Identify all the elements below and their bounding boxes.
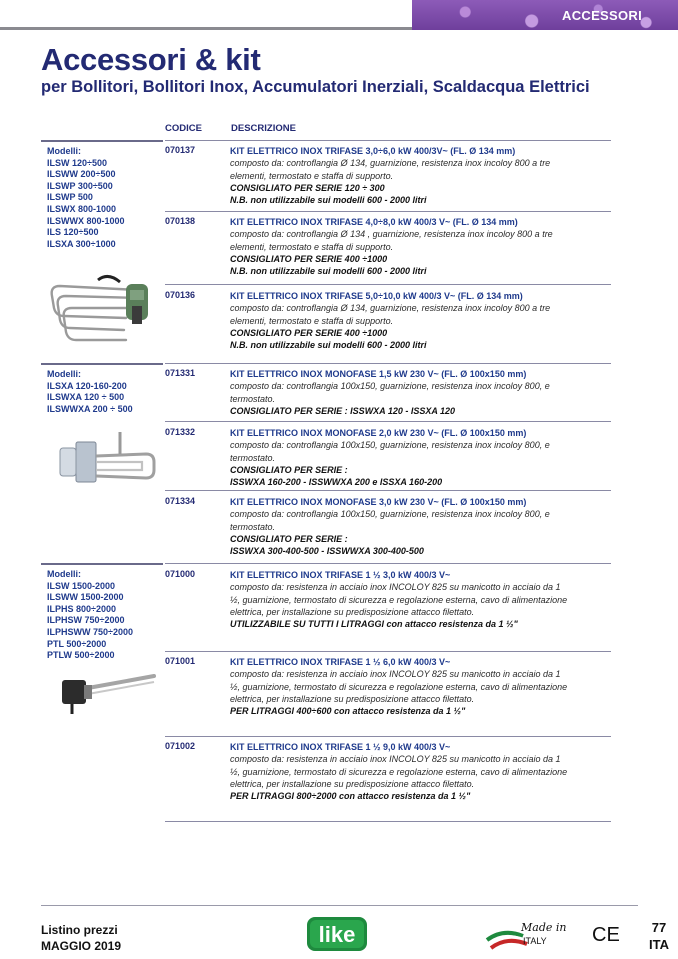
product-body: composto da: controflangia Ø 134, guarnizione, resistenza inox incoloy 800 a tre elementi, termostato e staffa di supporto. [230, 158, 551, 181]
group-divider [41, 140, 163, 142]
product-title: KIT ELETTRICO INOX TRIFASE 1 ½ 3,0 kW 400/3 V~ [230, 570, 451, 580]
models-list [47, 369, 133, 415]
product-note: CONSIGLIATO PER SERIE 120 ÷ 300 [230, 182, 385, 193]
product-note: CONSIGLIATO PER SERIE : ISSWXA 120 - ISSXA 120 [230, 405, 456, 416]
model-item: ILSWXA 120 ÷ 500 [47, 392, 125, 403]
italy-text: ITALY [523, 936, 547, 946]
product-note: N.B. non utilizzabile sui modelli 600 - 2000 litri [230, 266, 427, 277]
product-code: 071332 [165, 427, 196, 437]
product-description [230, 656, 570, 717]
product-description [230, 145, 570, 206]
row-divider [165, 490, 611, 491]
product-description [230, 216, 570, 277]
product-body: composto da: controflangia 100x150, guarnizione, resistenza inox incoloy 800, e termostato. [230, 381, 550, 404]
section-tab [412, 0, 678, 30]
price-list-title: Listino prezzi [41, 923, 118, 937]
product-body: composto da: controflangia 100x150, guarnizione, resistenza inox incoloy 800, e termostato. [230, 440, 550, 463]
product-body: composto da: controflangia Ø 134 , guarnizione, resistenza inox incoloy 800 a tre elementi, termostato e staffa di supporto. [230, 229, 553, 252]
model-item: ILS 120÷500 [47, 227, 99, 238]
top-band [0, 0, 678, 30]
model-item: ILPHSW 750÷2000 [47, 615, 125, 626]
model-item: ILSWP 500 [47, 192, 93, 203]
models-label: Modelli: [47, 569, 81, 579]
threaded-heater-photo [48, 666, 160, 716]
model-item: ILSW 1500-2000 [47, 580, 116, 591]
product-body: composto da: controflangia Ø 134, guarnizione, resistenza inox incoloy 800 a tre elementi, termostato e staffa di supporto. [230, 303, 551, 326]
product-note: PER LITRAGGI 800÷2000 con attacco resistenza da 1 ½" [230, 791, 471, 802]
product-code: 071002 [165, 741, 196, 751]
section-tab-label: ACCESSORI [562, 8, 642, 23]
group-divider [41, 363, 163, 365]
row-divider [165, 211, 611, 212]
product-note: N.B. non utilizzabile sui modelli 600 - 2000 litri [230, 195, 427, 206]
model-item: ILSWWX 800-1000 [47, 215, 125, 226]
product-note: UTILIZZABILE SU TUTTI I LITRAGGI con attacco resistenza da 1 ½" [230, 619, 518, 630]
product-body: composto da: controflangia 100x150, guarnizione, resistenza inox incoloy 800, e termostato. [230, 509, 550, 532]
product-body: composto da: resistenza in acciaio inox INCOLOY 825 su manicotto in acciaio da 1 ½, guarnizione, termostato di sicurezza e regolazione esterna, cavo di alimentazione elettrica, per installazione su predisposizione attacco filettato. [230, 582, 568, 617]
product-note: N.B. non utilizzabile sui modelli 600 - 2000 litri [230, 340, 427, 351]
row-divider [165, 563, 611, 564]
header-divider [165, 140, 611, 141]
model-item: ILPHS 800÷2000 [47, 603, 116, 614]
like-logo [305, 915, 369, 955]
row-divider [165, 363, 611, 364]
model-item: ILSXA 300÷1000 [47, 238, 116, 249]
product-code: 070138 [165, 216, 196, 226]
price-list-date: MAGGIO 2019 [41, 939, 122, 953]
product-code: 071334 [165, 496, 196, 506]
page-title: Accessori & kit [41, 42, 261, 77]
model-item: PTL 500÷2000 [47, 638, 107, 649]
column-header-description: DESCRIZIONE [231, 123, 296, 134]
page-number-block [649, 919, 669, 953]
row-divider [165, 736, 611, 737]
product-title: KIT ELETTRICO INOX TRIFASE 3,0÷6,0 kW 400/3V~ (FL. Ø 134 mm) [230, 146, 516, 156]
product-note: PER LITRAGGI 400÷600 con attacco resistenza da 1 ½" [230, 706, 466, 717]
row-divider [165, 821, 611, 822]
model-item: ILSXA 120-160-200 [47, 380, 127, 391]
model-item: PTLW 500÷2000 [47, 650, 115, 661]
monofase-heater-photo [50, 424, 158, 492]
product-note: CONSIGLIATO PER SERIE : [230, 464, 348, 475]
models-list [47, 146, 125, 250]
product-note: CONSIGLIATO PER SERIE 400 ÷1000 [230, 327, 388, 338]
product-title: KIT ELETTRICO INOX TRIFASE 1 ½ 9,0 kW 400/3 V~ [230, 742, 451, 752]
footer-divider [41, 905, 638, 906]
page-number: 77 [651, 920, 667, 935]
product-code: 071000 [165, 569, 196, 579]
product-note: ISSWXA 300-400-500 - ISSWWXA 300-400-500 [230, 546, 424, 557]
product-description [230, 368, 570, 417]
models-label: Modelli: [47, 146, 81, 156]
price-list-label [41, 922, 121, 954]
models-label: Modelli: [47, 369, 81, 379]
product-code: 070137 [165, 145, 196, 155]
page-subtitle: per Bollitori, Bollitori Inox, Accumulatori Inerziali, Scaldacqua Elettrici [41, 78, 590, 96]
product-title: KIT ELETTRICO INOX TRIFASE 4,0÷8,0 kW 400/3 V~ (FL. Ø 134 mm) [230, 217, 518, 227]
group-divider [41, 563, 163, 565]
ce-mark: CE [592, 924, 620, 946]
row-divider [165, 284, 611, 285]
product-description [230, 569, 570, 630]
top-band-line [0, 27, 412, 30]
column-header-code: CODICE [165, 123, 202, 134]
product-description [230, 741, 570, 802]
row-divider [165, 421, 611, 422]
model-item: ILSWX 800-1000 [47, 203, 117, 214]
product-note: CONSIGLIATO PER SERIE 400 ÷1000 [230, 253, 388, 264]
like-logo-text: like [318, 922, 356, 947]
product-code: 071001 [165, 656, 196, 666]
model-item: ILPHSWW 750÷2000 [47, 626, 133, 637]
model-item: ILSWWXA 200 ÷ 500 [47, 403, 133, 414]
product-note: CONSIGLIATO PER SERIE : [230, 533, 348, 544]
product-description [230, 290, 570, 351]
models-list [47, 569, 133, 662]
model-item: ILSW 120÷500 [47, 157, 107, 168]
product-body: composto da: resistenza in acciaio inox INCOLOY 825 su manicotto in acciaio da 1 ½, guarnizione, termostato di sicurezza e regolazione esterna, cavo di alimentazione elettrica, per installazione su predisposizione attacco filettato. [230, 669, 568, 704]
product-title: KIT ELETTRICO INOX MONOFASE 1,5 kW 230 V~ (FL. Ø 100x150 mm) [230, 369, 527, 379]
product-title: KIT ELETTRICO INOX TRIFASE 1 ½ 6,0 kW 400/3 V~ [230, 657, 451, 667]
model-item: ILSWW 200÷500 [47, 169, 116, 180]
product-title: KIT ELETTRICO INOX MONOFASE 2,0 kW 230 V~ (FL. Ø 100x150 mm) [230, 428, 527, 438]
product-body: composto da: resistenza in acciaio inox INCOLOY 825 su manicotto in acciaio da 1 ½, guarnizione, termostato di sicurezza e regolazione esterna, cavo di alimentazione elettrica, per installazione su predisposizione attacco filettato. [230, 754, 568, 789]
product-description [230, 496, 570, 557]
made-in-italy-badge [483, 918, 567, 952]
model-item: ILSWP 300÷500 [47, 180, 113, 191]
product-description [230, 427, 570, 488]
row-divider [165, 651, 611, 652]
made-in-text: Made in [521, 921, 567, 934]
language-code: ITA [649, 937, 669, 952]
product-code: 071331 [165, 368, 196, 378]
model-item: ILSWW 1500-2000 [47, 592, 124, 603]
product-title: KIT ELETTRICO INOX TRIFASE 5,0÷10,0 kW 400/3 V~ (FL. Ø 134 mm) [230, 291, 523, 301]
product-code: 070136 [165, 290, 196, 300]
product-title: KIT ELETTRICO INOX MONOFASE 3,0 kW 230 V~ (FL. Ø 100x150 mm) [230, 497, 527, 507]
product-note: ISSWXA 160-200 - ISSWWXA 200 e ISSXA 160-200 [230, 477, 443, 488]
trifase-heater-photo [46, 268, 158, 344]
